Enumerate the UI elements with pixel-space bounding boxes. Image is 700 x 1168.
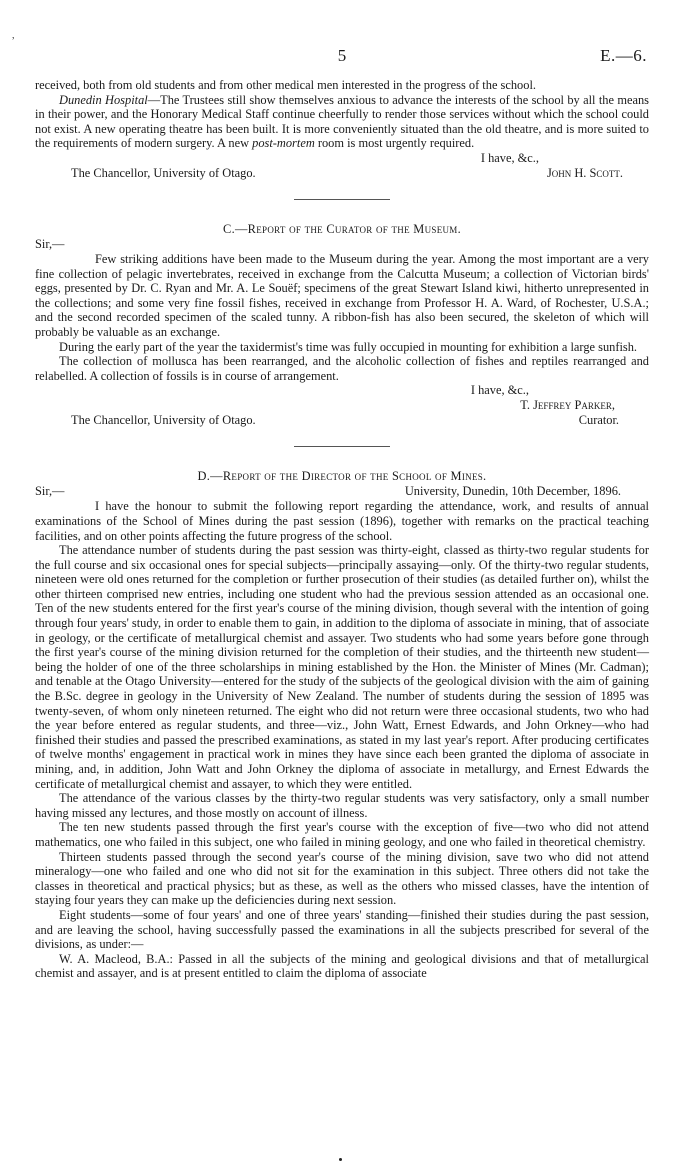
page-number: 5 <box>337 46 347 65</box>
section-heading-museum: C.—Report of the Curator of the Museum. <box>223 221 461 236</box>
paragraph: I have the honour to submit the following report regarding the attendance, work, and results of annual examinations of the School of Mines during the past session (1896), together with remarks on the practical teaching facilities, and on other points affecting the future progress of the school. <box>35 499 649 543</box>
dateline: University, Dunedin, 10th December, 1896. <box>404 484 621 499</box>
signatory-title: Curator. <box>578 413 619 428</box>
paragraph: received, both from old students and from other medical men interested in the progress of the school. <box>35 78 536 92</box>
salutation-row <box>35 484 649 499</box>
paragraph: Few striking additions have been made to the Museum during the year. Among the most important are a very fine collection of pelagic invertebrates, received in exchange from the Calcutta Museum; a collection of Victorian birds' eggs, presented by Dr. C. Ryan and Mr. A. Le Souëf; specimens of the great Stewart Island kiwi, hitherto unrepresented in the collections; and some very fine fossil fishes, received in exchange from Professor H. A. Ward, of Rochester, U.S.A.; and the second recorded specimen of the scaled tunny. A ribbon-fish has also been secured, the skeleton of which will probably be valuable as an exchange. <box>35 251 649 339</box>
post-mortem-term: post-mortem <box>252 136 315 151</box>
paragraph: The attendance of the various classes by the thirty-two regular students was very satisfactory, only a small number having missed any lectures, and those mostly on account of illness. <box>35 791 649 820</box>
margin-mark: , <box>12 30 15 41</box>
page-header <box>35 46 649 68</box>
section-divider <box>294 199 390 200</box>
closing: I have, &c., <box>470 383 529 398</box>
paragraph: The ten new students passed through the first year's course with the exception of five—two who did not attend mathematics, one who failed in this subject, one who failed in mining geology, and one who failed in theoretical chemistry. <box>35 820 649 849</box>
paragraph: The attendance number of students during the past session was thirty-eight, classed as thirty-two regular students for the full course and six occasional ones for special subjects—principally assaying—only. Of the thirty-two regular students, nineteen were old ones returned for the completion or further prosecution of their studies (as detailed further on), whilst the other thirteen comprised new entries, including one student who had the previous session attended as an occasional one. Ten of the new students entered for the first year's course of the mining division, though several with the intention of going through four years' study, in order to enable them to gain, in addition to the diploma of associate in mining, that of associate in geology, or the certificate of metallurgical chemist and assayer. Two students who had some years before gone through the first year's course of the mining division returned for the completion of their studies, and the thirteenth new student—being the holder of one of the three scholarships in mining established by the Hon. the Minister of Mines (Mr. Cadman); and tenable at the Otago University—entered for the study of the subjects of the geological division with the aim of gaining the B.Sc. degree in geology in the University of New Zealand. The number of students during the session of 1895 was twenty-seven, of whom only nineteen returned. The eight who did not return were three occasional students, two who had the year before entered as regular students, and three—viz., John Watt, Ernest Edwards, and John Orkney—who had finished their studies and passed the prescribed examinations, as stated in my last year's report. After producing certificates of twelve months' engagement in practical work in mines they have since each been granted the diploma of associate in mining, and, in addition, John Watt and John Orkney the diploma of associate in metallurgy, and Ernest Edwards the certificate of metallurgical chemist and assayer, to which they were entitled. <box>35 543 649 791</box>
salutation: Sir,— <box>35 236 65 251</box>
dunedin-hospital-heading: Dunedin Hospital <box>59 92 148 107</box>
paragraph: W. A. Macleod, B.A.: Passed in all the subjects of the mining and geological divisions and that of metallurgical chemist and assayer, and is at present entitled to claim the diploma of associate <box>35 951 649 981</box>
closing: I have, &c., <box>480 150 539 165</box>
signature-row <box>35 413 649 428</box>
paragraph: Thirteen students passed through the second year's course of the mining division, save two who did not attend mineralogy—one who failed and one who did not sit for the examination in this subject. Three others did not take the classes in theoretical and practical physics; but as these, as well as the others who missed classes, have the intention of staying four years they can make up the deficiencies during next session. <box>35 849 649 908</box>
salutation: Sir,— <box>35 484 65 499</box>
signatory: T. Jeffrey Parker, <box>520 398 615 413</box>
signature-row <box>35 166 649 181</box>
paragraph: During the early part of the year the taxidermist's time was fully occupied in mounting for exhibition a large sunfish. <box>59 339 638 354</box>
paragraph: The collection of mollusca has been rearranged, and the alcoholic collection of fishes and reptiles rearranged and relabelled. A collection of fossils is in course of arrangement. <box>35 354 649 383</box>
paragraph: Eight students—some of four years' and one of three years' standing—finished their studies during the past session, and are leaving the school, having successfully passed the examinations in all the subjects prescribed for several of the divisions, as under:— <box>35 907 649 952</box>
document-page <box>35 0 649 1168</box>
addressee: The Chancellor, University of Otago. <box>71 165 256 180</box>
addressee: The Chancellor, University of Otago. <box>71 413 256 428</box>
signatory: John H. Scott. <box>546 165 623 180</box>
footer-dot <box>339 1158 342 1161</box>
paragraph-dunedin-hospital: Dunedin Hospital—The Trustees still show themselves anxious to advance the interests of the school by all the means in their power, and the Honorary Medical Staff continue cheerfully to render those services without which the school could not exist. A new operating theatre has been built. It is more conveniently situated than the old theatre, and is more suited to the requirements of modern surgery. A new post-mortem room is most urgently required. <box>35 92 650 151</box>
section-divider <box>294 446 390 447</box>
document-code: E.—6. <box>600 46 647 65</box>
section-heading-school-of-mines: D.—Report of the Director of the School of Mines. <box>197 469 487 484</box>
page-body <box>35 78 649 981</box>
